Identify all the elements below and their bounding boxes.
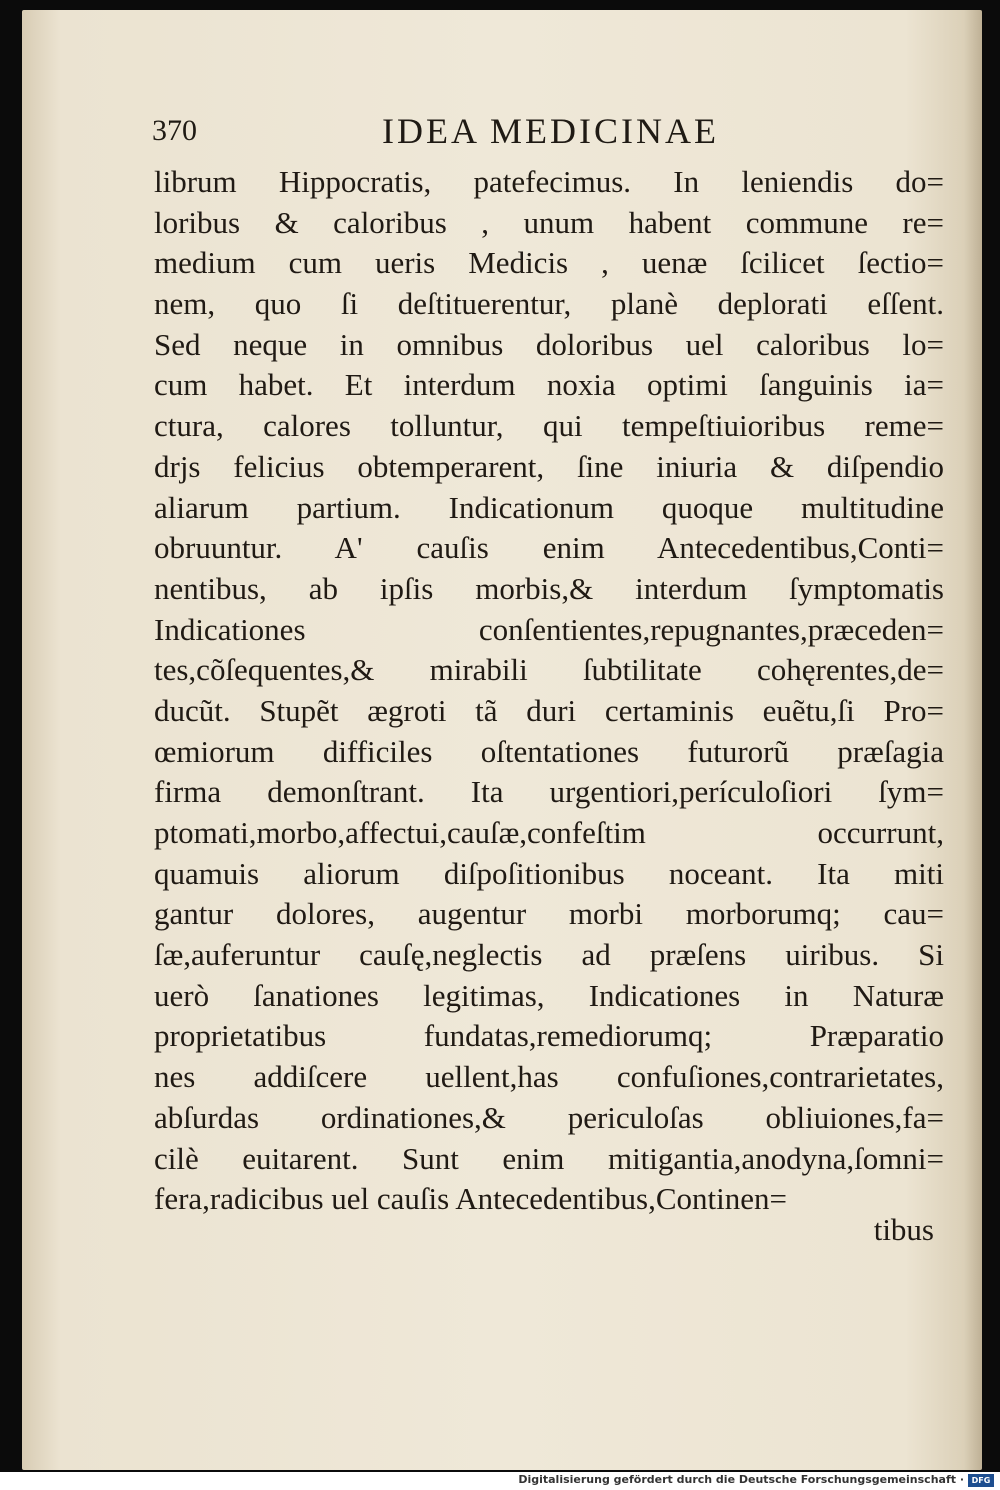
text-line: quamuis aliorum diſpoſitionibus noceant. Ita miti bbox=[154, 855, 944, 891]
footer-bar bbox=[0, 1472, 1000, 1490]
text-line: proprietatibus fundatas,remediorumq; Præparatio bbox=[154, 1018, 944, 1054]
catchword: tibus bbox=[873, 1212, 934, 1247]
text-line: tes,cõſequentes,& mirabili ſubtilitate cohęrentes,de= bbox=[154, 652, 944, 688]
text-line: fera,radicibus uel cauſis Antecedentibus,Continen= bbox=[154, 1181, 787, 1217]
text-line: ducũt. Stupẽt ægroti tã duri certaminis euẽtu,ſi Pro= bbox=[154, 692, 944, 728]
text-line: firma demonſtrant. Ita urgentiori,perículoſiori ſym= bbox=[154, 774, 944, 810]
text-line: drjs felicius obtemperarent, ſine iniuria & diſpendio bbox=[154, 448, 944, 484]
text-body bbox=[154, 162, 944, 1220]
text-line: ptomati,morbo,affectui,cauſæ,confeſtim occurrunt, bbox=[154, 815, 944, 850]
text-line: nem, quo ſi deſtituerentur, planè deplorati eſſent. bbox=[154, 286, 944, 322]
text-line: obruuntur. A' cauſis enim Antecedentibus,Conti= bbox=[154, 530, 944, 566]
text-line: uerò ſanationes legitimas, Indicationes in Naturæ bbox=[154, 977, 944, 1013]
text-line: ſæ,auferuntur cauſę,neglectis ad præſens uiribus. Si bbox=[154, 937, 944, 973]
text-line: nes addiſcere uellent,has confuſiones,contrarietates, bbox=[154, 1059, 944, 1095]
text-line: Sed neque in omnibus doloribus uel caloribus lo= bbox=[154, 326, 944, 362]
text-line: cilè euitarent. Sunt enim mitigantia,anodyna,ſomni= bbox=[154, 1140, 944, 1176]
text-line: aliarum partium. Indicationum quoque multitudine bbox=[154, 489, 944, 525]
text-line: librum Hippocratis, patefecimus. In leniendis do= bbox=[154, 164, 944, 199]
running-title: IDEA MEDICINAE bbox=[382, 111, 719, 151]
footer-credit: Digitalisierung gefördert durch die Deutsche Forschungsgemeinschaft · bbox=[518, 1473, 964, 1486]
running-head bbox=[22, 110, 982, 160]
text-line: cum habet. Et interdum noxia optimi ſanguinis ia= bbox=[154, 367, 944, 403]
dfg-logo: DFG bbox=[968, 1474, 994, 1487]
text-line: abſurdas ordinationes,& periculoſas obliuiones,fa= bbox=[154, 1099, 944, 1135]
page-number: 370 bbox=[152, 114, 197, 147]
book-page bbox=[22, 10, 982, 1470]
text-line: loribus & caloribus , unum habent commune re= bbox=[154, 204, 944, 240]
text-line: ctura, calores tolluntur, qui tempeſtiuioribus reme= bbox=[154, 408, 944, 444]
text-line: Indicationes conſentientes,repugnantes,præceden= bbox=[154, 611, 944, 647]
text-line: œmiorum difficiles oſtentationes futurorũ præſagia bbox=[154, 733, 944, 769]
page-edge-shadow bbox=[964, 10, 982, 1470]
text-line: nentibus, ab ipſis morbis,& interdum ſymptomatis bbox=[154, 570, 944, 606]
text-line: medium cum ueris Medicis , uenæ ſcilicet ſectio= bbox=[154, 245, 944, 281]
text-line: gantur dolores, augentur morbi morborumq; cau= bbox=[154, 896, 944, 932]
